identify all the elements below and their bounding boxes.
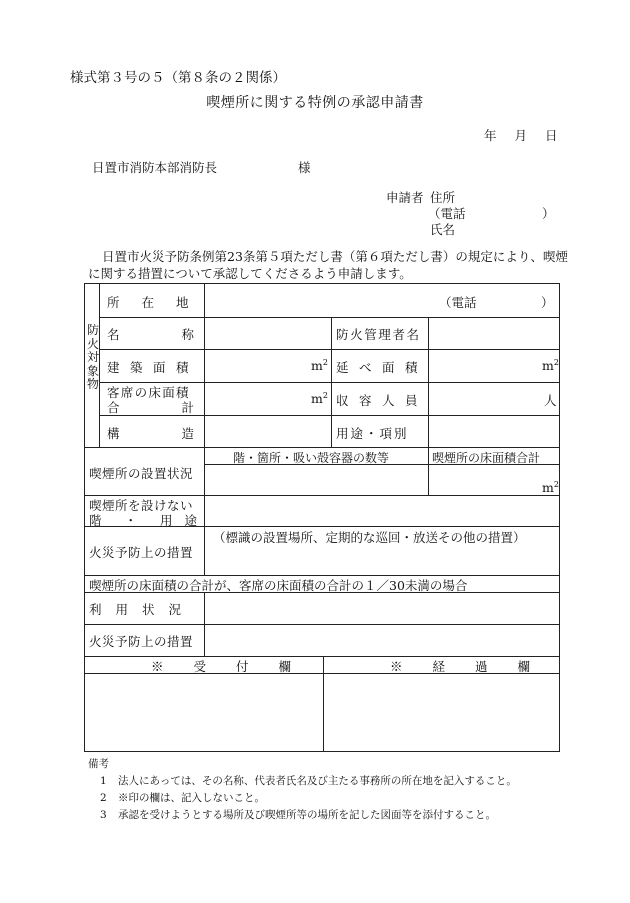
location-label-text: 所在地 <box>107 295 211 310</box>
location-label <box>107 293 211 311</box>
location-phone-open: （電話 <box>439 295 477 310</box>
note-text: 法人にあっては、その名称、代表者氏名及び主たる事務所の所在地を記入すること。 <box>118 775 517 787</box>
condition-row: 喫煙所の床面積の合計が、客席の床面積の合計の１／30未満の場合 <box>89 578 468 593</box>
structure-label: 構造 <box>107 426 257 441</box>
seat-area-label-2 <box>107 398 257 416</box>
no-smoking-floor: 階 <box>89 513 102 528</box>
sqm-unit: m <box>542 358 554 374</box>
no-smoking-dot: ・ <box>124 513 137 528</box>
seat-area-label-1: 客席の床面積 <box>107 385 190 400</box>
count-header: 階・箇所・吸い殻容器の数等 <box>233 451 390 465</box>
preamble-body: 日置市火災予防条例第23条第５項ただし書（第６項ただし書）の規定により、喫煙に関する措置について承認してくださるよう申請します。 <box>88 249 568 281</box>
note-num: 3 <box>100 809 107 821</box>
sqm-unit: m <box>311 358 323 374</box>
note-text: ※印の欄は、記入しないこと。 <box>118 792 265 804</box>
note-num: 1 <box>100 775 107 787</box>
applicant-label: 申請者 <box>386 190 424 205</box>
fire-prevention-label: 火災予防上の措置 <box>89 545 194 560</box>
note-item <box>88 790 517 807</box>
seat-area-label-2-text: 合計 <box>107 400 257 415</box>
applicant-block <box>386 190 555 238</box>
total-floor-area-label: 延べ面積 <box>336 360 429 375</box>
smoking-area-header: 喫煙所の床面積合計 <box>432 451 541 465</box>
applicant-phone-close: ） <box>542 206 555 221</box>
use-label: 用途・項別 <box>336 426 409 441</box>
seat-area-unit <box>311 391 328 406</box>
capacity-label: 収容人員 <box>336 393 429 408</box>
smoking-status-label: 喫煙所の設置状況 <box>89 466 194 481</box>
date-year-label: 年 <box>484 128 497 143</box>
addressee-sama: 様 <box>298 160 311 175</box>
no-smoking-label-2 <box>89 511 209 529</box>
fire-manager-label: 防火管理者名 <box>336 327 421 342</box>
smoking-area-unit <box>542 480 559 495</box>
note-item <box>88 807 517 824</box>
sqm-unit: m <box>311 391 323 407</box>
addressee <box>92 158 311 176</box>
sqm-exp: 2 <box>553 480 559 489</box>
sqm-unit: m <box>542 480 554 496</box>
note-num: 2 <box>100 792 107 804</box>
applicant-name-label: 氏名 <box>430 222 456 237</box>
application-table <box>84 283 560 752</box>
sqm-exp: 2 <box>322 358 328 367</box>
form-code: 様式第３号の５（第８条の２関係） <box>70 70 286 86</box>
reception-label: ※受付欄 <box>151 659 322 674</box>
preamble-text <box>88 248 568 282</box>
persons-unit: 人 <box>544 393 557 408</box>
no-smoking-use: 用途 <box>159 513 209 528</box>
usage-label: 利用状況 <box>89 602 196 617</box>
fire-target-group-label: 防火対象物 <box>86 323 99 391</box>
sqm-exp: 2 <box>553 358 559 367</box>
addressee-name: 日置市消防本部消防長 <box>92 160 218 175</box>
no-smoking-label-1: 喫煙所を設けない <box>89 498 194 513</box>
notes-block <box>88 756 517 824</box>
location-phone-close: ） <box>541 295 554 310</box>
note-item <box>88 773 517 790</box>
building-area-unit <box>311 358 328 373</box>
applicant-phone-open: （電話 <box>428 206 466 221</box>
total-floor-area-unit <box>542 358 559 373</box>
progress-label: ※経過欄 <box>390 659 561 674</box>
fire-prevention-label-2: 火災予防上の措置 <box>89 634 194 649</box>
date-line <box>484 126 558 144</box>
date-month-label: 月 <box>514 128 528 143</box>
fire-prevention-note: （標識の設置場所、定期的な巡回・放送その他の措置） <box>213 530 526 545</box>
date-day-label: 日 <box>545 128 558 143</box>
note-text: 承認を受けようとする場所及び喫煙所等の場所を記した図面等を添付すること。 <box>118 809 496 821</box>
name-label: 名称 <box>107 327 257 342</box>
page-title: 喫煙所に関する特例の承認申請書 <box>206 95 424 111</box>
applicant-address-label: 住所 <box>430 190 456 205</box>
sqm-exp: 2 <box>322 391 328 400</box>
building-area-label: 建築面積 <box>107 360 200 375</box>
notes-heading: 備考 <box>88 758 109 770</box>
